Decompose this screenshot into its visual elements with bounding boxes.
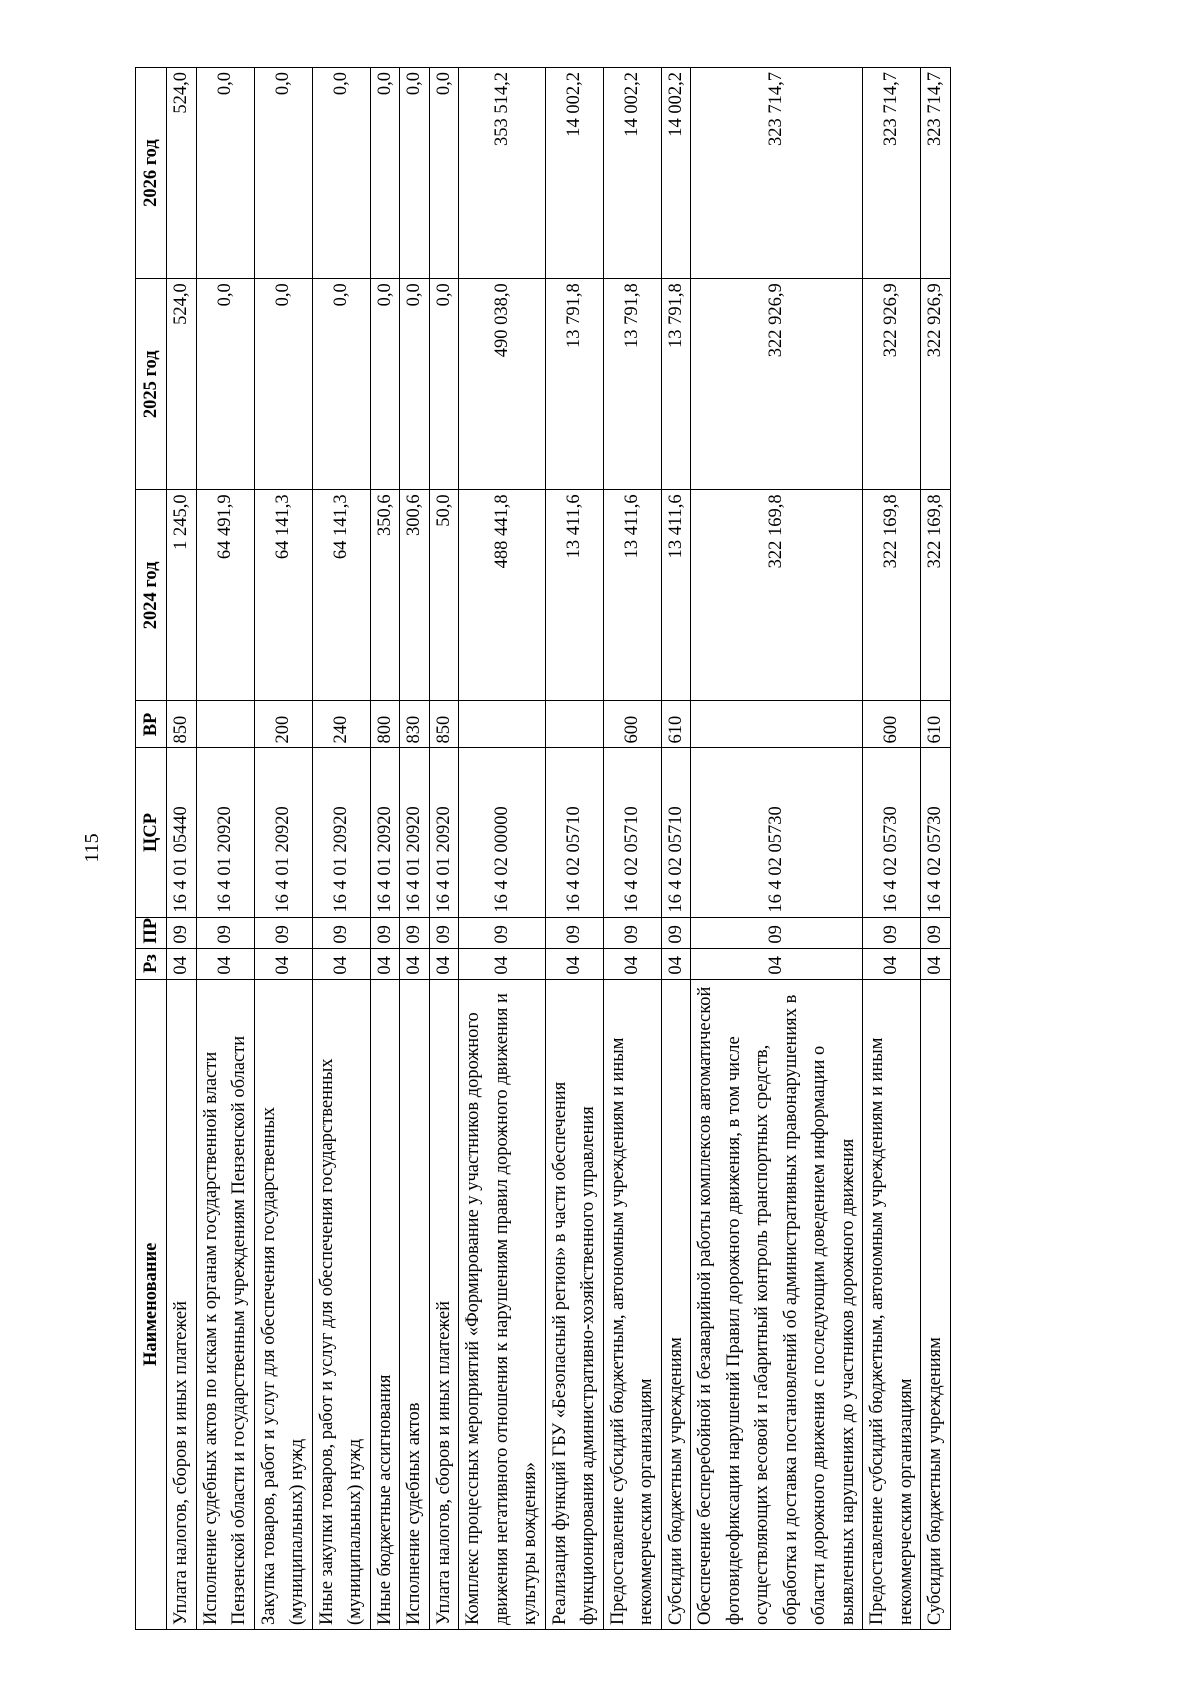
cell-2026: 0,0 bbox=[400, 68, 430, 279]
cell-rz: 04 bbox=[400, 948, 430, 979]
cell-rz: 04 bbox=[167, 948, 197, 979]
cell-2026: 0,0 bbox=[429, 68, 459, 279]
cell-name: Уплата налогов, сборов и иных платежей bbox=[167, 979, 197, 1629]
cell-2025: 0,0 bbox=[196, 279, 254, 490]
cell-csr: 16 4 02 05730 bbox=[691, 748, 863, 917]
cell-name: Реализация функций ГБУ «Безопасный регион» в части обеспечения функционирования административно-хозяйственного управления bbox=[545, 979, 603, 1629]
cell-2024: 322 169,8 bbox=[921, 490, 951, 701]
header-csr: ЦСР bbox=[136, 748, 167, 917]
cell-csr: 16 4 02 05730 bbox=[863, 748, 921, 917]
table-row bbox=[603, 68, 661, 1630]
cell-csr: 16 4 02 05710 bbox=[545, 748, 603, 917]
cell-vr: 800 bbox=[370, 701, 400, 748]
cell-vr bbox=[545, 701, 603, 748]
rotated-table-container bbox=[135, 67, 1060, 1630]
cell-name: Обеспечение бесперебойной и безаварийной работы комплексов автоматической фотовидеофиксации нарушений Правил дорожного движения, в том числе осуществляющих весовой и габаритный контроль транспортных средств, обработка и доставка постановлений об административных правонарушениях в области дорожного движения с последующим доведением информации о выявленных нарушениях до участников дорожного движения bbox=[691, 979, 863, 1629]
cell-pr: 09 bbox=[167, 917, 197, 948]
cell-2026: 14 002,2 bbox=[661, 68, 691, 279]
cell-2024: 322 169,8 bbox=[691, 490, 863, 701]
cell-rz: 04 bbox=[370, 948, 400, 979]
table-row bbox=[370, 68, 400, 1630]
cell-2026: 0,0 bbox=[254, 68, 312, 279]
cell-pr: 09 bbox=[400, 917, 430, 948]
cell-2025: 490 038,0 bbox=[459, 279, 546, 490]
table-row bbox=[167, 68, 197, 1630]
cell-2026: 14 002,2 bbox=[545, 68, 603, 279]
cell-2025: 0,0 bbox=[370, 279, 400, 490]
cell-csr: 16 4 01 20920 bbox=[312, 748, 370, 917]
cell-2025: 0,0 bbox=[254, 279, 312, 490]
cell-pr: 09 bbox=[196, 917, 254, 948]
cell-name: Субсидии бюджетным учреждениям bbox=[921, 979, 951, 1629]
cell-pr: 09 bbox=[691, 917, 863, 948]
table-row bbox=[863, 68, 921, 1630]
cell-pr: 09 bbox=[459, 917, 546, 948]
cell-2024: 13 411,6 bbox=[545, 490, 603, 701]
cell-rz: 04 bbox=[603, 948, 661, 979]
cell-rz: 04 bbox=[863, 948, 921, 979]
cell-name: Комплекс процессных мероприятий «Формирование у участников дорожного движения негативного отношения к нарушениям правил дорожного движения и культуры вождения» bbox=[459, 979, 546, 1629]
cell-2026: 524,0 bbox=[167, 68, 197, 279]
cell-csr: 16 4 02 00000 bbox=[459, 748, 546, 917]
cell-vr: 830 bbox=[400, 701, 430, 748]
cell-2024: 50,0 bbox=[429, 490, 459, 701]
cell-2025: 13 791,8 bbox=[545, 279, 603, 490]
cell-pr: 09 bbox=[603, 917, 661, 948]
cell-2025: 13 791,8 bbox=[603, 279, 661, 490]
cell-pr: 09 bbox=[661, 917, 691, 948]
cell-rz: 04 bbox=[545, 948, 603, 979]
cell-2025: 322 926,9 bbox=[863, 279, 921, 490]
table-row bbox=[196, 68, 254, 1630]
header-pr: ПР bbox=[136, 917, 167, 948]
cell-rz: 04 bbox=[312, 948, 370, 979]
cell-vr bbox=[459, 701, 546, 748]
cell-name: Исполнение судебных актов bbox=[400, 979, 430, 1629]
cell-2024: 300,6 bbox=[400, 490, 430, 701]
cell-name: Закупка товаров, работ и услуг для обеспечения государственных (муниципальных) нужд bbox=[254, 979, 312, 1629]
cell-rz: 04 bbox=[429, 948, 459, 979]
cell-pr: 09 bbox=[370, 917, 400, 948]
cell-csr: 16 4 01 05440 bbox=[167, 748, 197, 917]
cell-2025: 524,0 bbox=[167, 279, 197, 490]
cell-rz: 04 bbox=[661, 948, 691, 979]
cell-csr: 16 4 02 05710 bbox=[603, 748, 661, 917]
table-row bbox=[400, 68, 430, 1630]
header-2025: 2025 год bbox=[136, 279, 167, 490]
cell-vr: 850 bbox=[429, 701, 459, 748]
table-row bbox=[429, 68, 459, 1630]
cell-csr: 16 4 01 20920 bbox=[370, 748, 400, 917]
table-row bbox=[661, 68, 691, 1630]
cell-csr: 16 4 01 20920 bbox=[400, 748, 430, 917]
cell-name: Иные бюджетные ассигнования bbox=[370, 979, 400, 1629]
cell-2026: 0,0 bbox=[312, 68, 370, 279]
cell-2024: 322 169,8 bbox=[863, 490, 921, 701]
cell-name: Исполнение судебных актов по искам к органам государственной власти Пензенской области и государственным учреждениям Пензенской области bbox=[196, 979, 254, 1629]
cell-2024: 13 411,6 bbox=[661, 490, 691, 701]
table-header-row bbox=[136, 68, 167, 1630]
cell-pr: 09 bbox=[312, 917, 370, 948]
cell-pr: 09 bbox=[254, 917, 312, 948]
cell-name: Иные закупки товаров, работ и услуг для обеспечения государственных (муниципальных) нужд bbox=[312, 979, 370, 1629]
cell-rz: 04 bbox=[196, 948, 254, 979]
header-name: Наименование bbox=[136, 979, 167, 1629]
cell-name: Субсидии бюджетным учреждениям bbox=[661, 979, 691, 1629]
cell-vr: 240 bbox=[312, 701, 370, 748]
cell-2024: 13 411,6 bbox=[603, 490, 661, 701]
table-row bbox=[312, 68, 370, 1630]
cell-2026: 14 002,2 bbox=[603, 68, 661, 279]
table-row bbox=[691, 68, 863, 1630]
table-body bbox=[167, 68, 951, 1630]
cell-name: Предоставление субсидий бюджетным, автономным учреждениям и иным некоммерческим организациям bbox=[863, 979, 921, 1629]
cell-name: Предоставление субсидий бюджетным, автономным учреждениям и иным некоммерческим организациям bbox=[603, 979, 661, 1629]
cell-pr: 09 bbox=[863, 917, 921, 948]
cell-pr: 09 bbox=[429, 917, 459, 948]
cell-vr: 850 bbox=[167, 701, 197, 748]
cell-2025: 0,0 bbox=[429, 279, 459, 490]
cell-2025: 322 926,9 bbox=[691, 279, 863, 490]
cell-2024: 488 441,8 bbox=[459, 490, 546, 701]
cell-2024: 64 491,9 bbox=[196, 490, 254, 701]
cell-2026: 323 714,7 bbox=[921, 68, 951, 279]
budget-table bbox=[135, 67, 951, 1630]
cell-2024: 350,6 bbox=[370, 490, 400, 701]
cell-2025: 0,0 bbox=[312, 279, 370, 490]
header-2026: 2026 год bbox=[136, 68, 167, 279]
cell-2026: 323 714,7 bbox=[863, 68, 921, 279]
cell-pr: 09 bbox=[545, 917, 603, 948]
table-row bbox=[254, 68, 312, 1630]
cell-csr: 16 4 01 20920 bbox=[254, 748, 312, 917]
cell-2026: 0,0 bbox=[370, 68, 400, 279]
cell-2026: 0,0 bbox=[196, 68, 254, 279]
cell-vr: 600 bbox=[863, 701, 921, 748]
cell-vr: 610 bbox=[921, 701, 951, 748]
table-row bbox=[459, 68, 546, 1630]
cell-csr: 16 4 02 05710 bbox=[661, 748, 691, 917]
cell-csr: 16 4 02 05730 bbox=[921, 748, 951, 917]
header-rz: Рз bbox=[136, 948, 167, 979]
cell-rz: 04 bbox=[459, 948, 546, 979]
cell-vr: 610 bbox=[661, 701, 691, 748]
cell-csr: 16 4 01 20920 bbox=[196, 748, 254, 917]
cell-2026: 353 514,2 bbox=[459, 68, 546, 279]
cell-rz: 04 bbox=[691, 948, 863, 979]
table-row bbox=[545, 68, 603, 1630]
header-2024: 2024 год bbox=[136, 490, 167, 701]
cell-2024: 64 141,3 bbox=[254, 490, 312, 701]
cell-rz: 04 bbox=[254, 948, 312, 979]
cell-vr bbox=[196, 701, 254, 748]
cell-vr: 600 bbox=[603, 701, 661, 748]
cell-vr: 200 bbox=[254, 701, 312, 748]
cell-name: Уплата налогов, сборов и иных платежей bbox=[429, 979, 459, 1629]
cell-csr: 16 4 01 20920 bbox=[429, 748, 459, 917]
cell-2024: 64 141,3 bbox=[312, 490, 370, 701]
cell-2025: 0,0 bbox=[400, 279, 430, 490]
cell-2024: 1 245,0 bbox=[167, 490, 197, 701]
header-vr: ВР bbox=[136, 701, 167, 748]
cell-vr bbox=[691, 701, 863, 748]
cell-2025: 13 791,8 bbox=[661, 279, 691, 490]
cell-2026: 323 714,7 bbox=[691, 68, 863, 279]
cell-rz: 04 bbox=[921, 948, 951, 979]
cell-pr: 09 bbox=[921, 917, 951, 948]
cell-2025: 322 926,9 bbox=[921, 279, 951, 490]
table-row bbox=[921, 68, 951, 1630]
page-number: 115 bbox=[81, 833, 103, 863]
